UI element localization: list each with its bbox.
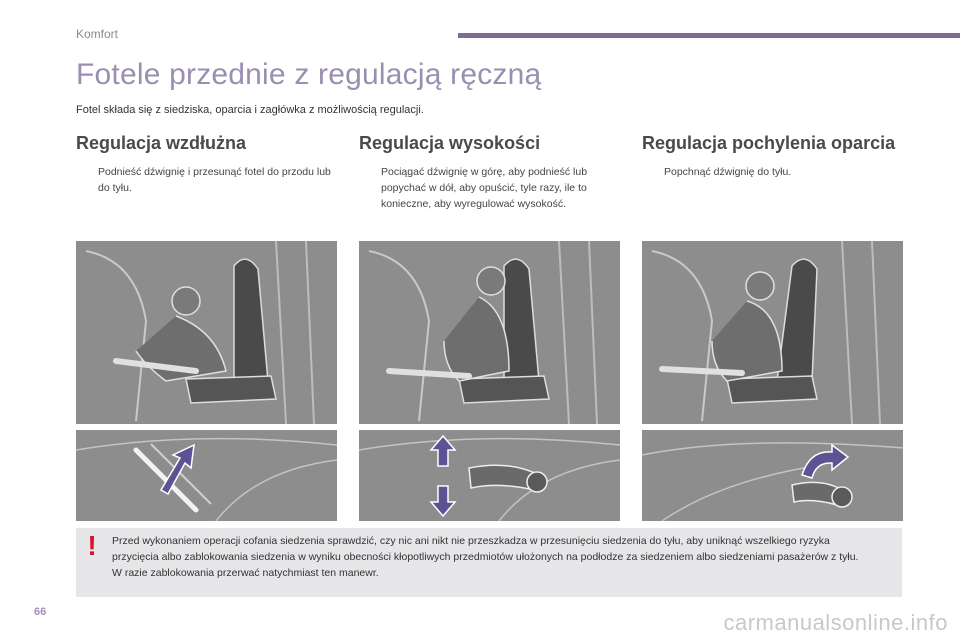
section-label: Komfort — [76, 27, 119, 41]
column-longitudinal — [76, 133, 338, 196]
seat-illustration-height — [359, 241, 620, 424]
header-rule — [458, 33, 960, 38]
lever-closeup-backrest — [642, 430, 903, 521]
bullet-icon — [76, 164, 98, 165]
bullet-icon — [642, 164, 664, 165]
seat-illustration-longitudinal — [76, 241, 337, 424]
warning-text: Przed wykonaniem operacji cofania siedzenia sprawdzić, czy nic ani nikt nie przeszkadza w przesunięciu siedzenia do tyłu, aby uniknąć wszelkiego ryzyka przycięcia albo zablokowania siedzenia w wyniku obecności kłopotliwych przedmiotów ułożonych na podłodze za siedzeniem albo siedzeniami pasażerów z tyłu. W razie zablokowania przerwać natychmiast ten manewr. — [112, 535, 859, 579]
instruction-text: Podnieść dźwignię i przesunąć fotel do przodu lub do tyłu. — [98, 166, 331, 194]
intro-text: Fotel składa się z siedziska, oparcia i zagłówka z możliwością regulacji. — [76, 104, 424, 116]
instruction-item — [76, 164, 338, 196]
bullet-icon — [359, 164, 381, 165]
column-heading: Regulacja pochylenia oparcia — [642, 133, 896, 153]
seat-illustration-backrest — [642, 241, 903, 424]
instruction-text: Pociągać dźwignię w górę, aby podnieść lub popychać w dół, aby opuścić, tyle razy, ile to konieczne, aby wyregulować wysokość. — [381, 166, 588, 210]
column-height — [359, 133, 621, 212]
exclamation-icon: ! — [87, 530, 97, 561]
instruction-text: Popchnąć dźwignię do tyłu. — [664, 166, 792, 178]
page-number: 66 — [34, 606, 47, 618]
watermark: carmanualsonline.info — [723, 610, 948, 635]
lever-closeup-longitudinal — [76, 430, 337, 521]
column-heading: Regulacja wysokości — [359, 133, 541, 153]
lever-closeup-height — [359, 430, 620, 521]
column-heading: Regulacja wzdłużna — [76, 133, 247, 153]
column-backrest — [642, 133, 904, 180]
page-title: Fotele przednie z regulacją ręczną — [76, 58, 542, 91]
instruction-item — [642, 164, 904, 180]
instruction-item — [359, 164, 621, 212]
warning-box — [76, 528, 902, 597]
